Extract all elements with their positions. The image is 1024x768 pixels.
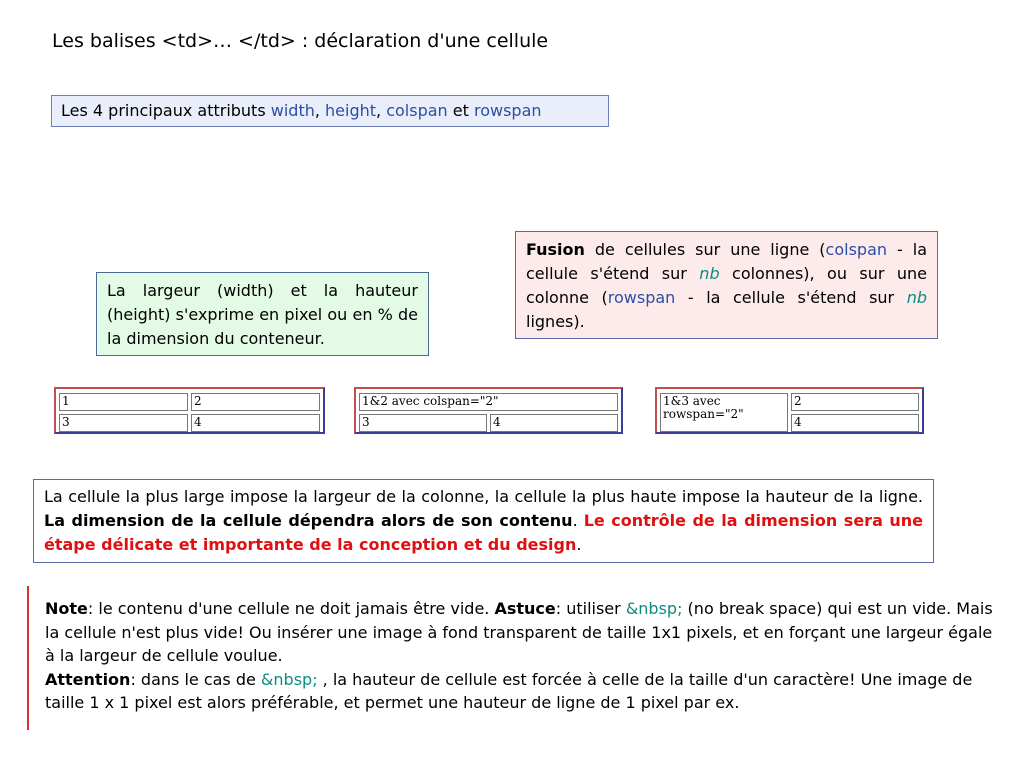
fusion-nb-2: nb bbox=[906, 288, 927, 307]
dimension-warning: Le contrôle de la dimension sera une étape délicate et importante de la conception et du design bbox=[44, 511, 924, 554]
attributes-prefix: Les 4 principaux attributs bbox=[61, 101, 271, 120]
fusion-text-1: de cellules sur une ligne ( bbox=[584, 240, 826, 259]
nbsp-code-2: &nbsp; bbox=[260, 669, 318, 689]
fusion-label: Fusion bbox=[526, 240, 585, 259]
note-block bbox=[45, 597, 995, 715]
attributes-box bbox=[51, 95, 609, 127]
table-cell: 4 bbox=[191, 414, 320, 432]
fusion-text-4: - la cellule s'étend sur bbox=[675, 288, 907, 307]
size-note-box bbox=[96, 272, 429, 356]
fusion-text-2: - la cellule s'étend sur bbox=[526, 240, 927, 283]
attr-rowspan: rowspan bbox=[473, 101, 542, 120]
example-table-colspan bbox=[354, 387, 623, 434]
table-cell: 3 bbox=[59, 414, 188, 432]
table-cell-merged: 1&2 avec colspan="2" bbox=[359, 393, 618, 411]
fusion-rowspan: rowspan bbox=[607, 288, 676, 307]
attr-colspan: colspan bbox=[386, 101, 448, 120]
fusion-note-box bbox=[515, 231, 938, 339]
cell-dimension-box bbox=[33, 479, 934, 563]
table-cell: 4 bbox=[791, 414, 919, 432]
attention-label: Attention bbox=[45, 669, 131, 689]
table-cell: 3 bbox=[359, 414, 487, 432]
dimension-text-2: . bbox=[572, 511, 584, 530]
astuce-continued: (no break space) qui est un vide. Mais la cellule n'est plus vide! Ou insérer une image à fond transparent de taille 1x1 pixels, et en forçant une largeur égale à la largeur de cellule voulue. bbox=[45, 599, 993, 665]
fusion-colspan: colspan bbox=[825, 240, 888, 259]
note-accent-bar bbox=[27, 586, 29, 730]
attr-sep-1: , bbox=[314, 101, 326, 120]
fusion-text-5: lignes). bbox=[526, 312, 585, 331]
table-cell: 2 bbox=[191, 393, 320, 411]
attr-sep-3: et bbox=[447, 101, 474, 120]
table-cell: 4 bbox=[490, 414, 618, 432]
attr-height: height bbox=[325, 101, 377, 120]
fusion-text-3: colonnes), ou sur une colonne ( bbox=[526, 264, 928, 307]
table-cell: 2 bbox=[791, 393, 919, 411]
note-label: Note bbox=[45, 599, 88, 618]
note-text: : le contenu d'une cellule ne doit jamais être vide. bbox=[87, 599, 495, 618]
table-cell-merged: 1&3 avec rowspan="2" bbox=[660, 393, 788, 432]
dimension-bold: La dimension de la cellule dépendra alors de son contenu bbox=[44, 511, 573, 530]
nbsp-code: &nbsp; bbox=[625, 599, 683, 618]
dimension-text-3: . bbox=[576, 535, 582, 554]
page-title: Les balises <td>… </td> : déclaration d'une cellule bbox=[52, 30, 549, 52]
attr-width: width bbox=[270, 101, 315, 120]
astuce-text: : utiliser bbox=[555, 599, 626, 618]
table-cell: 1 bbox=[59, 393, 188, 411]
dimension-text-1: La cellule la plus large impose la largeur de la colonne, la cellule la plus haute impose la hauteur de la ligne. bbox=[44, 487, 923, 506]
example-table-basic bbox=[54, 387, 325, 434]
astuce-label: Astuce bbox=[494, 599, 556, 618]
example-table-rowspan bbox=[655, 387, 924, 434]
size-note-text: La largeur (width) et la hauteur (height) s'exprime en pixel ou en % de la dimension du conteneur. bbox=[107, 281, 418, 348]
fusion-nb-1: nb bbox=[699, 264, 720, 283]
attr-sep-2: , bbox=[376, 101, 387, 120]
attention-text: : dans le cas de bbox=[130, 669, 261, 689]
attention-continued: , la hauteur de cellule est forcée à celle de la taille d'un caractère! Une image de taille 1 x 1 pixel est alors préférable, et permet une hauteur de ligne de 1 pixel par ex. bbox=[45, 669, 973, 712]
